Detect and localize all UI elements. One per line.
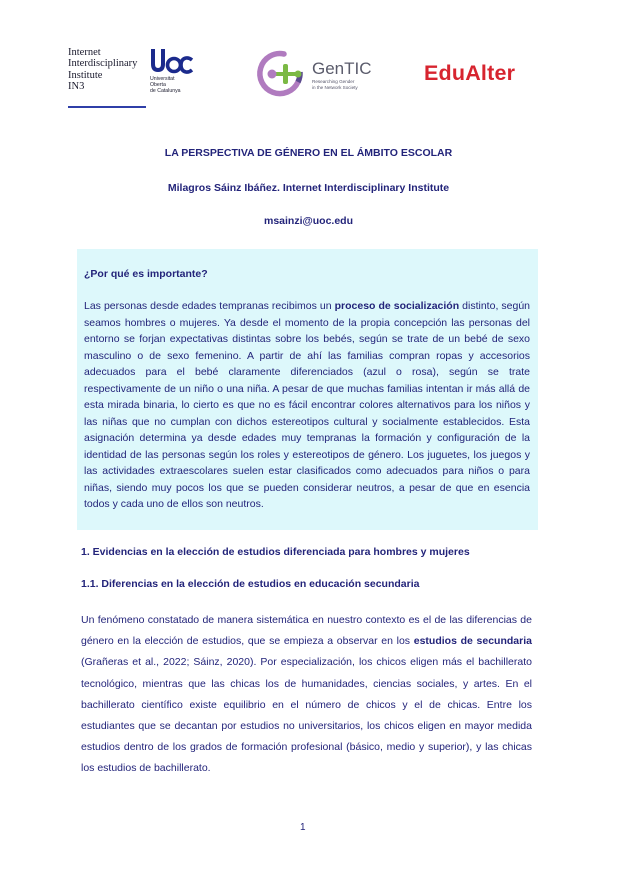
gentic-tagline: Researching Gender in the Network Society [312, 79, 358, 90]
page-number: 1 [300, 822, 306, 833]
gentic-symbol-icon [254, 48, 306, 100]
edualter-logo: EduAlter [424, 61, 516, 85]
in3-uoc-logo [68, 47, 194, 105]
body-paragraph-bold: estudios de secundaria [413, 635, 532, 648]
in3-logo-text: Internet Interdisciplinary Institute IN3 [68, 47, 138, 92]
box-paragraph [84, 298, 530, 513]
box-paragraph-start: Las personas desde edades tempranas recibimos un [84, 300, 335, 312]
document-title: LA PERSPECTIVA DE GÉNERO EN EL ÁMBITO ESCOLAR [164, 147, 453, 159]
box-paragraph-end: distinto, según seamos hombres o mujeres. Ya desde el momento de la propia concepción las personas del entorno se forjan expectativas distintas sobre los bebés, según se trate de un bebé de sexo masculino o de sexo femenino. A partir de ahí las familias compran ropas y accesorios adecuados para el bebé claramente diferenciados (azul o rosa), según se trate respectivamente de un niño o una niña. A pesar de que muchas familias intentan ir más allá de esta mirada binaria, lo cierto es que no es fácil encontrar colores alternativos para los niños y las niñas que no cumplan con dichos estereotipos cultural y socialmente establecidos. Esta asignación determina ya desde edades muy tempranas la formación y configuración de la identidad de las personas según los roles y estereotipos de género. Los juguetes, los juegos y las actividades extraescolares suelen estar clasificados como adecuados para niños o para niñas, siendo muy pocos los que se pueden considerar neutros, a pesar de que en esencia todos y cada uno de ellos son neutros. [84, 300, 530, 510]
box-heading: ¿Por qué es importante? [84, 268, 208, 280]
uoc-subtitle: Universitat Oberta de Catalunya [150, 76, 181, 95]
body-paragraph [81, 610, 532, 780]
box-paragraph-bold: proceso de socialización [334, 300, 460, 312]
body-paragraph-end: (Grañeras et al., 2022; Sáinz, 2020). Por especialización, los chicos eligen más el bachillerato tecnológico, mientras que las chicas los de humanidades, ciencias sociales, y artes. En el bachillerato científico existe equilibrio en el número de chicos y el de chicas. Entre los estudiantes que se decantan por estudios no universitarios, los chicos eligen en mayor medida estudios dentro de los grados de formación profesional (básico, medio y superior), y las chicas los estudios de bachillerato. [81, 656, 532, 775]
author-line: Milagros Sáinz Ibáñez. Internet Interdisciplinary Institute [167, 182, 450, 194]
section-heading-1: 1. Evidencias en la elección de estudios diferenciada para hombres y mujeres [81, 546, 470, 558]
section-heading-1-1: 1.1. Diferencias en la elección de estudios en educación secundaria [81, 578, 420, 590]
uoc-mark-text: UOC [150, 47, 153, 48]
gentic-logo [254, 48, 384, 100]
uoc-mark-icon [150, 47, 194, 77]
gentic-name: GenTIC [312, 59, 372, 78]
body-paragraph-start: Un fenómeno constatado de manera sistemática en nuestro contexto es el de las diferencias de género en la elección de estudios, que se empieza a observar en los [81, 614, 532, 648]
uoc-logo [150, 47, 194, 105]
in3-logo-rule [68, 106, 146, 108]
author-email[interactable]: msainzi@uoc.edu [263, 215, 353, 227]
